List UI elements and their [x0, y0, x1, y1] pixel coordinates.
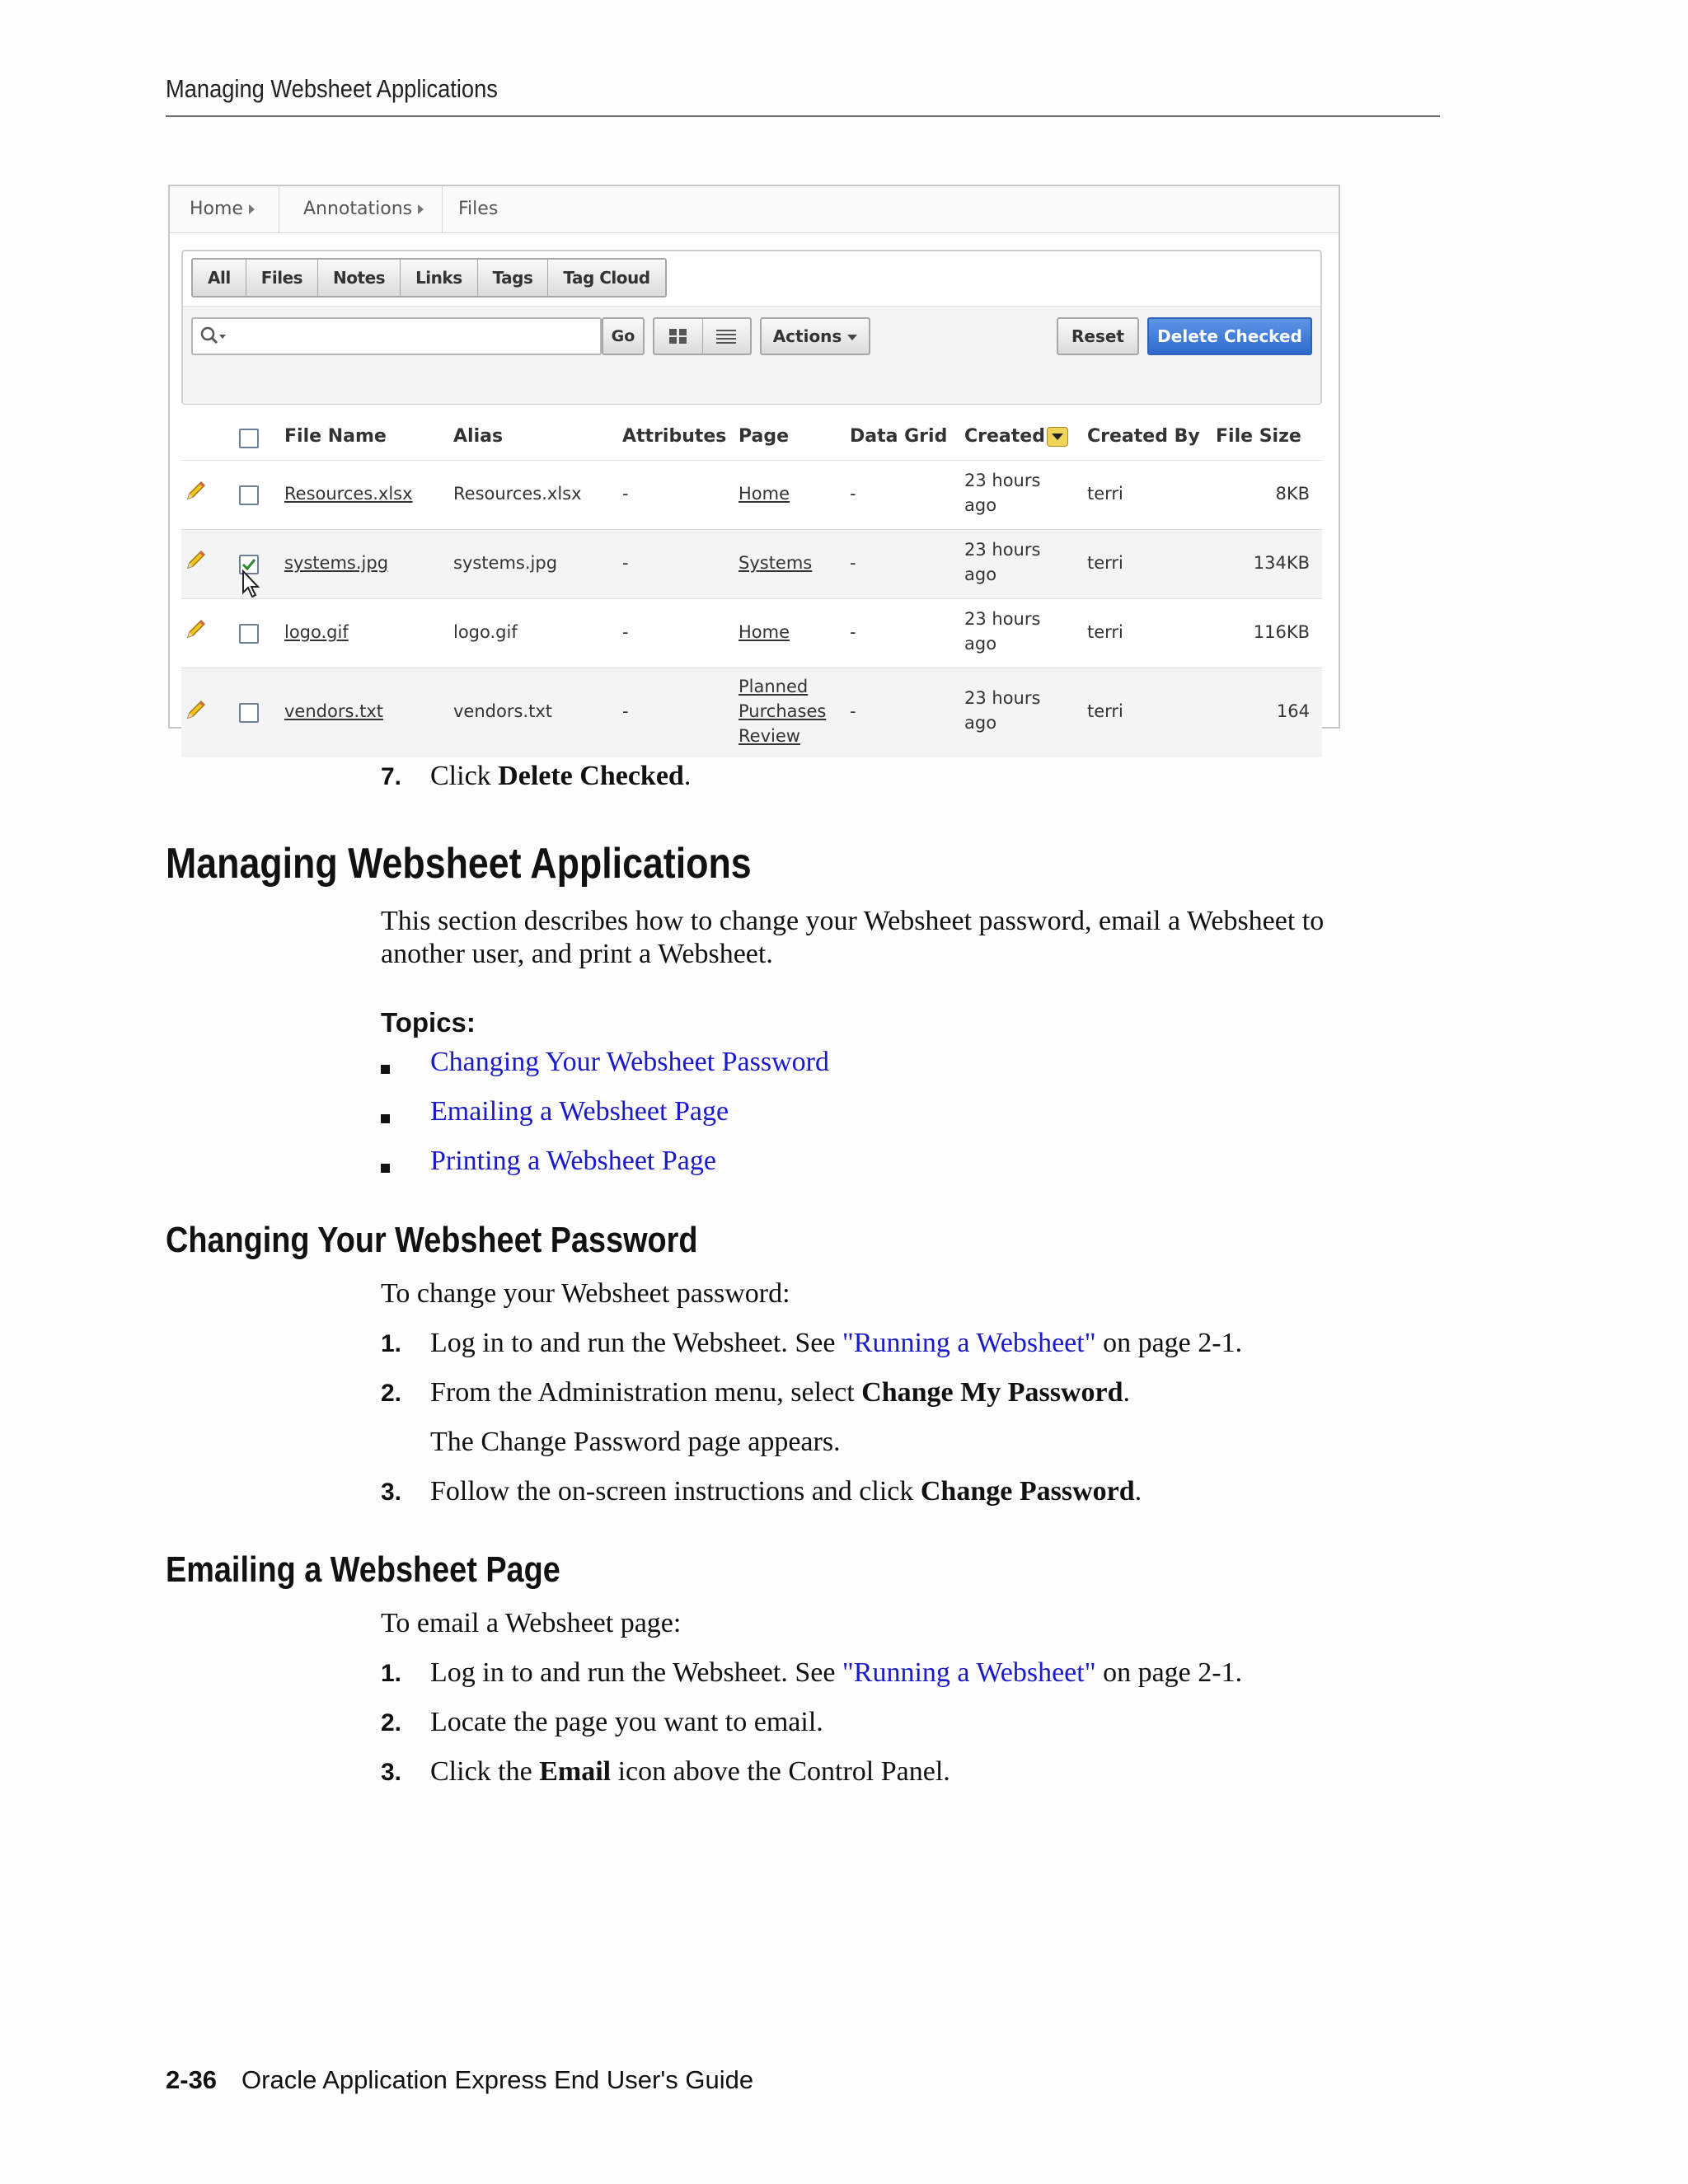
edit-pencil-icon[interactable]	[183, 698, 208, 723]
go-button[interactable]: Go	[602, 317, 645, 355]
bullet-icon	[381, 1065, 390, 1074]
page-link[interactable]: Systems	[738, 553, 813, 573]
col-file-name[interactable]: File Name	[284, 426, 387, 447]
col-data-grid[interactable]: Data Grid	[850, 426, 948, 447]
col-file-size[interactable]: File Size	[1216, 426, 1301, 447]
page-link[interactable]: Planned	[738, 677, 809, 696]
row-checkbox[interactable]	[239, 703, 259, 723]
mouse-cursor-icon	[241, 569, 263, 599]
col-attributes[interactable]: Attributes	[622, 426, 727, 447]
tab-links[interactable]: Links	[401, 260, 478, 296]
select-all-checkbox[interactable]	[239, 429, 259, 448]
col-alias[interactable]: Alias	[453, 426, 504, 447]
tab-tags[interactable]: Tags	[478, 260, 549, 296]
tab-notes[interactable]: Notes	[318, 260, 401, 296]
email-step-3: Click the Email icon above the Control Panel.	[430, 1756, 950, 1787]
files-report-screenshot	[168, 185, 1340, 746]
breadcrumb-files: Files	[458, 199, 499, 219]
breadcrumb-home[interactable]: Home	[190, 186, 255, 232]
step-7: Click Delete Checked.	[430, 761, 692, 791]
page-link[interactable]: Home	[738, 484, 790, 504]
delete-checked-button[interactable]: Delete Checked	[1147, 317, 1312, 355]
bullet-icon	[381, 1114, 390, 1123]
col-created-by[interactable]: Created By	[1087, 426, 1200, 447]
caret-down-icon	[847, 335, 857, 340]
running-websheet-link[interactable]: "Running a Websheet"	[842, 1328, 1096, 1358]
chevron-right-icon	[249, 204, 255, 214]
row-checkbox[interactable]	[239, 624, 259, 644]
filter-tabs	[191, 258, 667, 298]
search-icon[interactable]	[196, 321, 229, 352]
col-created[interactable]: Created	[964, 414, 1068, 460]
edit-pencil-icon[interactable]	[183, 617, 208, 642]
view-toggle	[653, 317, 752, 355]
password-step-3: Follow the on-screen instructions and click Change Password.	[430, 1476, 1142, 1507]
file-name-link[interactable]: systems.jpg	[284, 553, 389, 573]
file-name-link[interactable]: logo.gif	[284, 622, 349, 642]
email-step-2: Locate the page you want to email.	[430, 1707, 823, 1737]
password-step-2-note: The Change Password page appears.	[430, 1427, 841, 1457]
password-step-1: Log in to and run the Websheet. See "Running a Websheet" on page 2-1.	[430, 1328, 1243, 1358]
col-page[interactable]: Page	[738, 426, 790, 447]
reset-button[interactable]: Reset	[1057, 317, 1139, 355]
section-intro-line-1: This section describes how to change your Websheet password, email a Websheet to	[381, 906, 1325, 936]
file-name-link[interactable]: vendors.txt	[284, 701, 383, 721]
page-link[interactable]: Review	[738, 726, 800, 746]
edit-pencil-icon[interactable]	[183, 548, 208, 573]
search-input[interactable]	[191, 317, 602, 355]
topics-label: Topics:	[381, 1007, 476, 1038]
section-intro-line-2: another user, and print a Websheet.	[381, 939, 773, 969]
table-row: vendors.txt vendors.txt - Planned Purchases Review - 23 hours ago terri 164	[181, 668, 1322, 757]
sort-desc-icon[interactable]	[1047, 427, 1068, 447]
page-footer	[166, 2065, 753, 2095]
row-checkbox[interactable]	[239, 485, 259, 505]
chevron-right-icon	[418, 204, 424, 214]
email-step-1: Log in to and run the Websheet. See "Running a Websheet" on page 2-1.	[430, 1657, 1243, 1688]
table-row: logo.gif logo.gif - Home - 23 hours ago terri 116KB	[181, 598, 1322, 668]
control-panel	[181, 250, 1322, 405]
book-title: Oracle Application Express End User's Guide	[241, 2065, 754, 2094]
running-header: Managing Websheet Applications	[166, 74, 498, 103]
table-row: systems.jpg systems.jpg - Systems - 23 hours ago terri 134KB	[181, 529, 1322, 599]
page-number: 2-36	[166, 2065, 218, 2094]
running-websheet-link[interactable]: "Running a Websheet"	[842, 1657, 1096, 1688]
password-section-title: Changing Your Websheet Password	[166, 1220, 698, 1260]
password-intro: To change your Websheet password:	[381, 1278, 790, 1309]
bullet-icon	[381, 1164, 390, 1173]
icon-view-icon[interactable]	[654, 319, 703, 354]
tab-tag-cloud[interactable]: Tag Cloud	[548, 260, 664, 296]
file-name-link[interactable]: Resources.xlsx	[284, 484, 413, 504]
topic-link-changing-password[interactable]: Changing Your Websheet Password	[430, 1047, 829, 1077]
report-view-icon[interactable]	[703, 319, 751, 354]
password-step-2: From the Administration menu, select Change My Password.	[430, 1377, 1130, 1408]
tab-files[interactable]: Files	[246, 260, 318, 296]
table-row: Resources.xlsx Resources.xlsx - Home - 23 hours ago terri 8KB	[181, 460, 1322, 530]
edit-pencil-icon[interactable]	[183, 479, 208, 504]
breadcrumb-annotations[interactable]: Annotations	[303, 186, 424, 232]
tab-all[interactable]: All	[193, 260, 246, 296]
page-link[interactable]: Purchases	[738, 701, 827, 721]
topic-link-emailing[interactable]: Emailing a Websheet Page	[430, 1096, 729, 1127]
breadcrumb	[170, 186, 1339, 233]
actions-menu-button[interactable]: Actions	[760, 317, 870, 355]
email-section-title: Emailing a Websheet Page	[166, 1549, 560, 1590]
header-rule	[166, 115, 1440, 117]
topic-link-printing[interactable]: Printing a Websheet Page	[430, 1146, 716, 1176]
section-title: Managing Websheet Applications	[166, 840, 752, 888]
email-intro: To email a Websheet page:	[381, 1608, 682, 1638]
page-link[interactable]: Home	[738, 622, 790, 642]
